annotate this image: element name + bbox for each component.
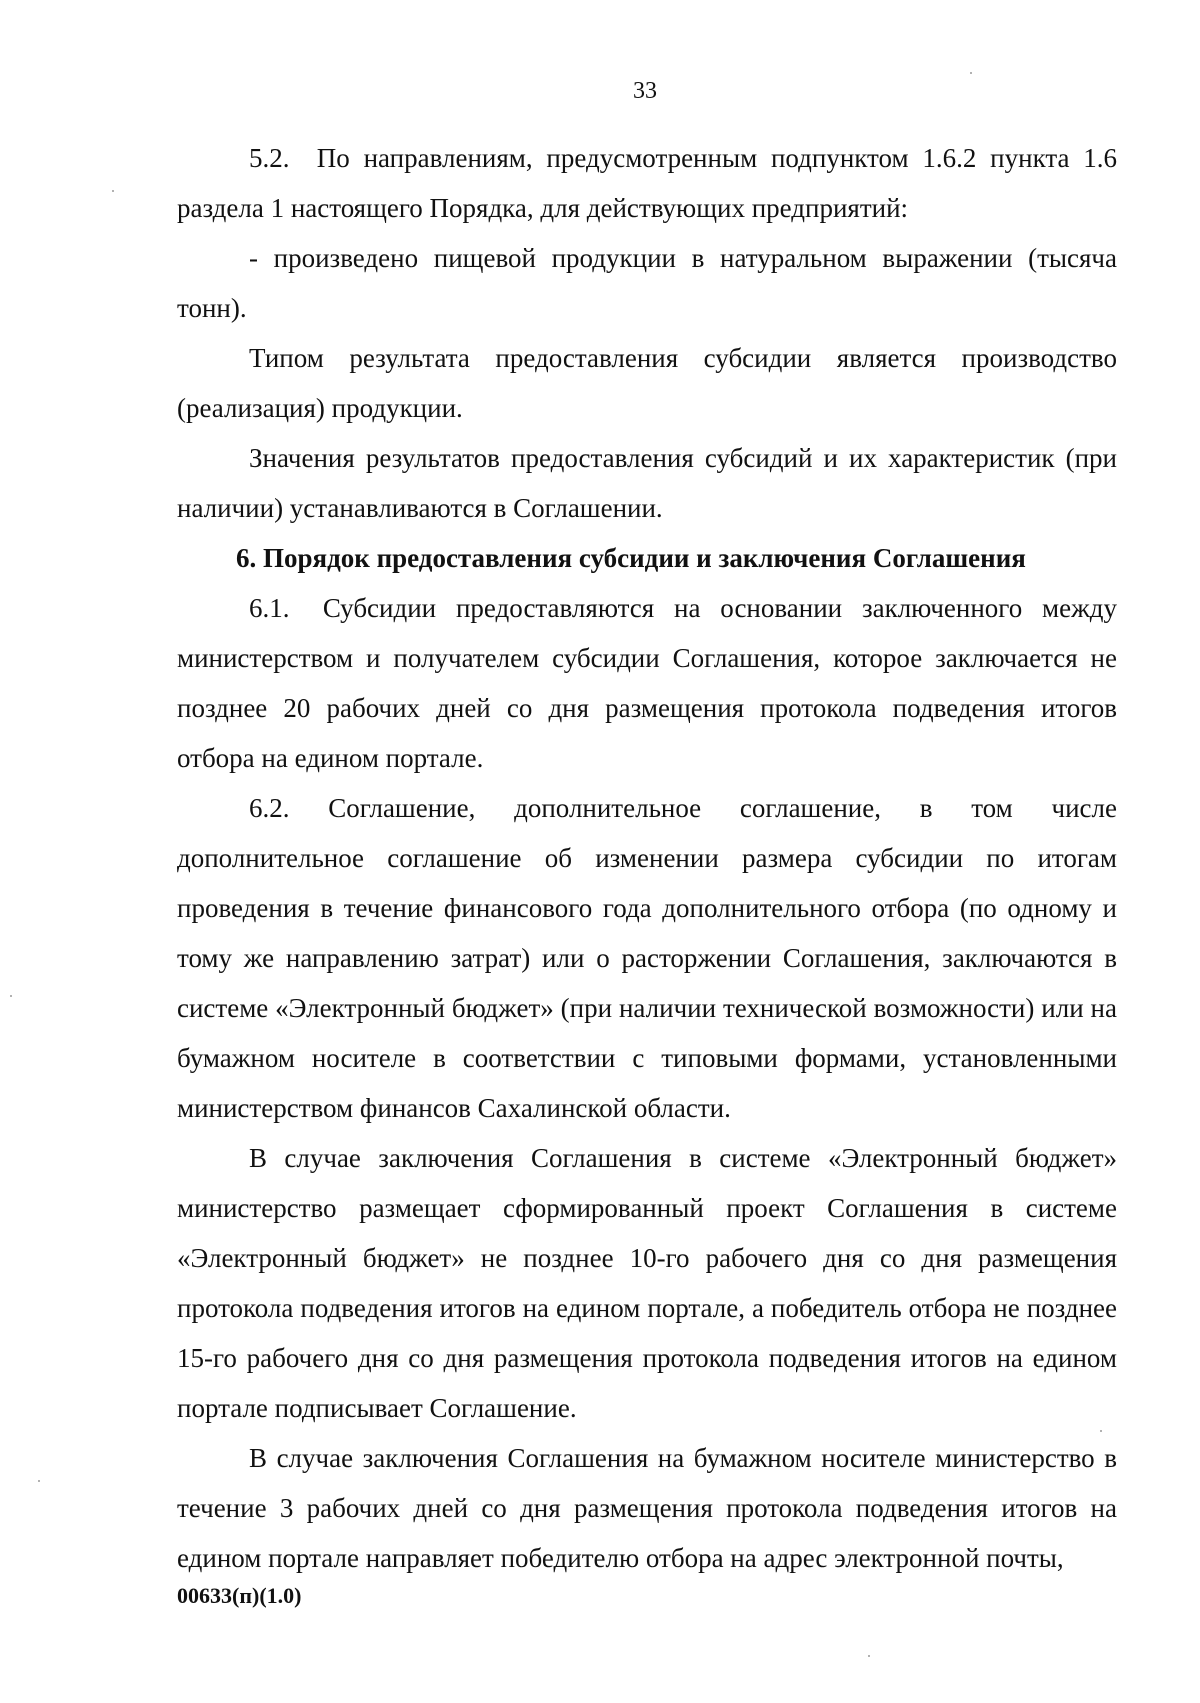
scan-speck [38,1480,40,1482]
document-code: 00633(п)(1.0) [177,1583,302,1608]
paragraph-list-item: - произведено пищевой продукции в натуральном выражении (тысяча тонн). [177,243,1117,323]
section-heading: 6. Порядок предоставления субсидии и заключения Соглашения [236,543,1026,573]
paragraph-electronic-budget: В случае заключения Соглашения в системе «Электронный бюджет» министерство размещает сформированный проект Соглашения в системе «Электронный бюджет» не позднее 10-го рабочего дня со дня размещения протокола подведения итогов на едином портале, а победитель отбора не позднее 15-го рабочего дня со дня размещения протокола подведения итогов на едином портале подписывает Соглашение. [177,1143,1117,1423]
paragraph-5-2: 5.2. По направлениям, предусмотренным подпунктом 1.6.2 пункта 1.6 раздела 1 настоящего Порядка, для действующих предприятий: [177,143,1117,223]
paragraph-6-1: 6.1. Субсидии предоставляются на основании заключенного между министерством и получателем субсидии Соглашения, которое заключается не позднее 20 рабочих дней со дня размещения протокола подведения итогов отбора на едином портале. [177,593,1117,773]
scan-speck [1100,1430,1102,1432]
paragraph-result-values: Значения результатов предоставления субсидий и их характеристик (при наличии) устанавливаются в Соглашении. [177,443,1117,523]
scan-speck [868,1655,870,1657]
page-number: 33 [633,78,657,104]
scan-speck [112,190,114,192]
paragraph-6-2: 6.2. Соглашение, дополнительное соглашение, в том числе дополнительное соглашение об изменении размера субсидии по итогам проведения в течение финансового года дополнительного отбора (по одному и тому же направлению затрат) или о расторжении Соглашения, заключаются в системе «Электронный бюджет» (при наличии технической возможности) или на бумажном носителе в соответствии с типовыми формами, установленными министерством финансов Сахалинской области. [177,793,1117,1123]
scan-speck [10,995,12,997]
scan-speck [970,72,972,74]
document-body [177,133,1117,1583]
paragraph-paper-carrier: В случае заключения Соглашения на бумажном носителе министерство в течение 3 рабочих дней со дня размещения протокола подведения итогов на едином портале направляет победителю отбора на адрес электронной почты, [177,1443,1117,1573]
paragraph-result-type: Типом результата предоставления субсидии является производство (реализация) продукции. [177,343,1117,423]
